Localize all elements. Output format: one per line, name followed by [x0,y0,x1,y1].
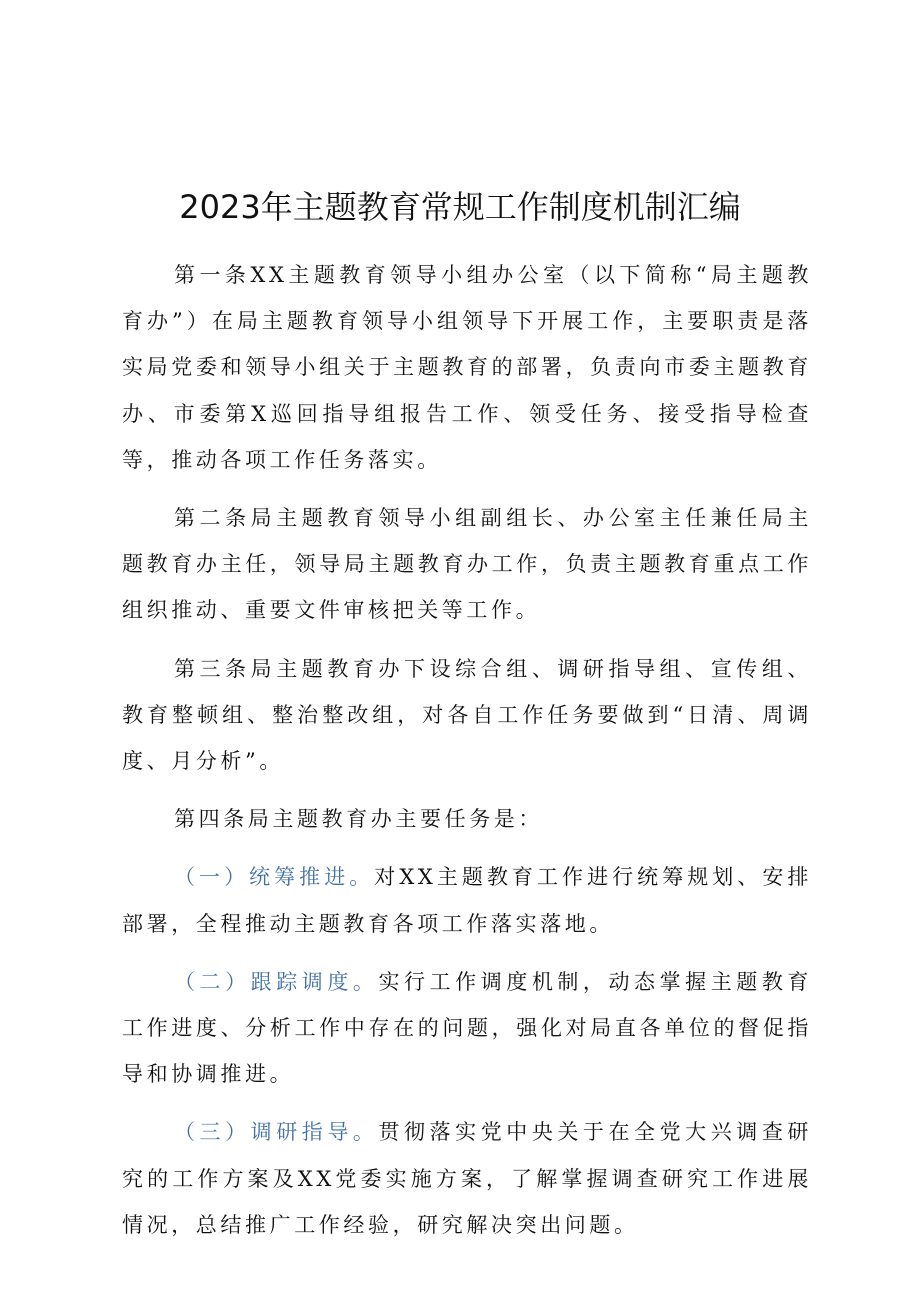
task-heading-2: （二）跟踪调度。 [174,969,379,994]
task-item-1 [122,854,812,946]
task-text-1: 对XX主题教育工作进行统筹规划、安排部署，全程推动主题教育各项工作落实落地。 [122,865,812,936]
task-text-3: 贯彻落实党中央关于在全党大兴调查研究的工作方案及XX党委实施方案，了解掌握调查研究工作进展情况，总结推广工作经验，研究解决突出问题。 [122,1120,812,1237]
task-item-3 [122,1109,812,1248]
document-body [122,252,812,1260]
article-3-paragraph: 第三条局主题教育办下设综合组、调研指导组、宣传组、教育整顿组、整治整改组，对各自工作任务要做到“日清、周调度、月分析”。 [122,656,812,774]
article-4-paragraph: 第四条局主题教育办主要任务是： [174,807,543,832]
task-heading-1: （一）统筹推进。 [174,865,375,890]
task-heading-3: （三）调研指导。 [174,1120,379,1145]
task-item-2 [122,959,812,1098]
article-2-paragraph: 第二条局主题教育领导小组副组长、办公室主任兼任局主题教育办主任，领导局主题教育办工作，负责主题教育重点工作组织推动、重要文件审核把关等工作。 [122,506,812,623]
task-text-2: 实行工作调度机制，动态掌握主题教育工作进度、分析工作中存在的问题，强化对局直各单位的督促指导和协调推进。 [122,969,812,1087]
article-1-paragraph: 第一条XX主题教育领导小组办公室（以下简称“局主题教育办”）在局主题教育领导小组领导下开展工作，主要职责是落实局党委和领导小组关于主题教育的部署，负责向市委主题教育办、市委第X巡回指导组报告工作、领受任务、接受指导检查等，推动各项工作任务落实。 [122,263,812,472]
document-title: 2023年主题教育常规工作制度机制汇编 [179,188,741,226]
